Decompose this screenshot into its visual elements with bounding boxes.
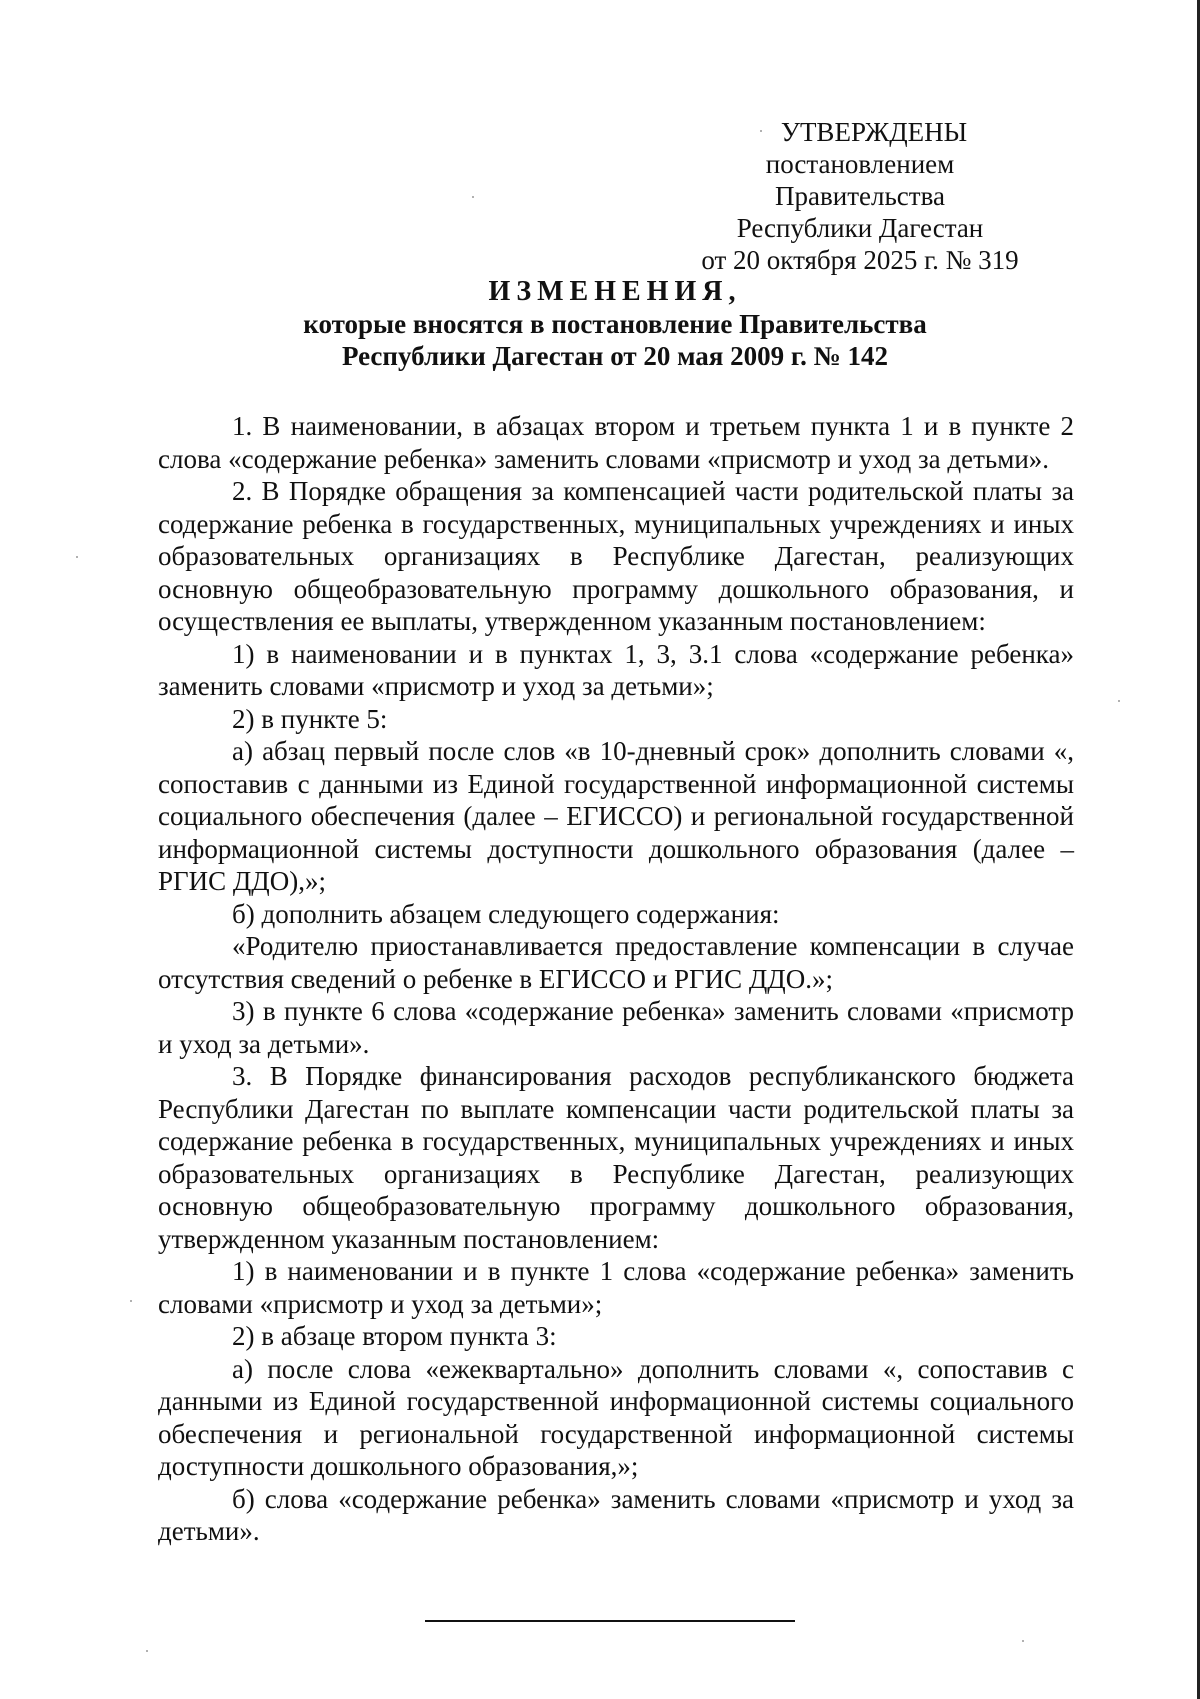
paragraph: 2) в абзаце втором пункта 3: (232, 1321, 557, 1351)
scan-speck (1022, 1640, 1024, 1642)
approval-title: УТВЕРЖДЕНЫ (780, 117, 968, 147)
paragraph: 2) в пункте 5: (232, 703, 388, 734)
document-body (158, 410, 1074, 1548)
scan-speck (1118, 700, 1120, 702)
paragraph: а) абзац первый после слов «в 10-дневный срок» дополнить словами «, сопоставив с данными из Единой государственной информационной системы социального обеспечения (далее – ЕГИССО) и региональной государственной информационной системы доступности дошкольного образования (далее – РГИС ДДО),»; (158, 736, 1074, 896)
paragraph: 2. В Порядке обращения за компенсацией части родительской платы за содержание ребенка в государственных, муниципальных учреждениях и иных образовательных организациях в Республике Дагестан, реализующих основную общеобразовательную программу дошкольного образования, и осуществления ее выплаты, утвержденном указанным постановлением: (158, 476, 1074, 636)
scan-speck (130, 1300, 132, 1302)
paragraph: 1) в наименовании и в пунктах 1, 3, 3.1 слова «содержание ребенка» заменить словами «присмотр и уход за детьми»; (158, 638, 1074, 701)
paragraph: б) слова «содержание ребенка» заменить словами «присмотр и уход за детьми». (158, 1483, 1074, 1546)
paragraph: 1. В наименовании, в абзацах втором и третьем пункта 1 и в пункте 2 слова «содержание ребенка» заменить словами «присмотр и уход за детьми». (158, 411, 1074, 474)
paragraph: 3) в пункте 6 слова «содержание ребенка» заменить словами «присмотр и уход за детьми». (158, 996, 1074, 1059)
approval-line-3: от 20 октября 2025 г. № 319 (701, 245, 1019, 275)
scan-speck (146, 1650, 148, 1652)
scan-speck (76, 556, 78, 558)
approval-stamp-block (680, 116, 1040, 276)
scan-speck (472, 196, 474, 198)
approval-line-1: постановлением Правительства (765, 149, 955, 211)
heading-subtitle-1: которые вносятся в постановление Правительства (303, 309, 927, 339)
paragraph: 1) в наименовании и в пункте 1 слова «содержание ребенка» заменить словами «присмотр и уход за детьми»; (158, 1256, 1074, 1319)
scan-speck (760, 130, 762, 132)
paragraph: б) дополнить абзацем следующего содержания: (232, 898, 780, 929)
approval-line-2: Республики Дагестан (736, 213, 984, 243)
paragraph: а) после слова «ежеквартально» дополнить словами «, сопоставив с данными из Единой государственной информационной системы социального обеспечения и региональной государственной информационной системы доступности дошкольного образования,»; (158, 1353, 1074, 1481)
heading-subtitle-2: Республики Дагестан от 20 мая 2009 г. № 142 (341, 341, 889, 371)
heading-title: ИЗМЕНЕНИЯ, (488, 276, 742, 307)
document-heading (160, 276, 1070, 372)
paragraph: «Родителю приостанавливается предоставление компенсации в случае отсутствия сведений о ребенке в ЕГИССО и РГИС ДДО.»; (158, 931, 1074, 994)
end-divider-line (425, 1620, 795, 1622)
paragraph: 3. В Порядке финансирования расходов республиканского бюджета Республики Дагестан по выплате компенсации части родительской платы за содержание ребенка в государственных, муниципальных учреждениях и иных образовательных организациях в Республике Дагестан, реализующих основную общеобразовательную программу дошкольного образования, утвержденном указанным постановлением: (158, 1061, 1074, 1254)
